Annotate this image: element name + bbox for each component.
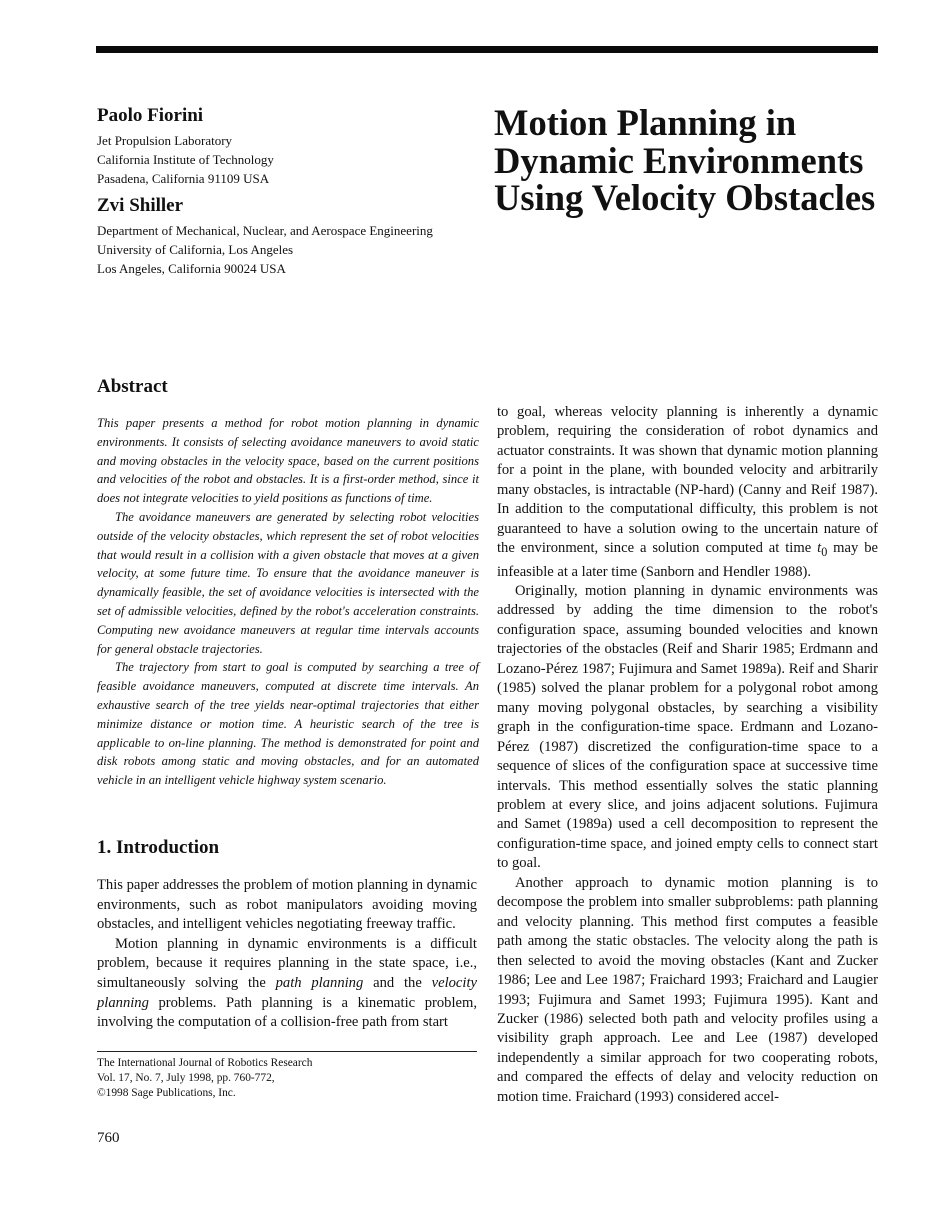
emphasis: velocity planning (97, 974, 477, 1011)
section-heading: 1. Introduction (97, 837, 220, 858)
affiliation-line: California Institute of Technology (97, 152, 274, 167)
author-name: Paolo Fiorini (97, 105, 204, 126)
abstract-paragraph: This paper presents a method for robot motion planning in dynamic environments. It consists of selecting avoidance maneuvers to avoid static and moving obstacles in the velocity space, based on the current positions and velocities of the robot and obstacles. It is a first-order method, since it does not integrate velocities to yield positions as functions of time. (97, 416, 479, 506)
top-rule (96, 46, 878, 53)
affiliation-line: Los Angeles, California 90024 USA (97, 261, 286, 276)
paper-title (494, 104, 894, 217)
subscript: 0 (821, 545, 828, 560)
introduction-body (97, 876, 477, 1033)
affiliation-line: Department of Mechanical, Nuclear, and Aerospace Engineering (97, 223, 433, 238)
footnote-line: ©1998 Sage Publications, Inc. (97, 1087, 236, 1099)
title-line: Dynamic Environments (494, 139, 864, 181)
footnote-rule (97, 1051, 477, 1052)
text-run: and the (363, 974, 432, 991)
page-number: 760 (97, 1130, 120, 1146)
emphasis: path planning (275, 974, 364, 991)
intro-paragraph: This paper addresses the problem of motion planning in dynamic environments, such as robot manipulators avoiding moving obstacles, and intelligent vehicles negotiating freeway traffic. (97, 877, 477, 933)
text-run: may be infeasible at a later time (Sanborn and Hendler 1988). (497, 540, 879, 580)
right-column (497, 403, 878, 1107)
text-run: problems. Path planning is a kinematic problem, involving the computation of a collision-free path from start (97, 994, 477, 1031)
author-name: Zvi Shiller (97, 195, 184, 216)
intro-paragraph (97, 935, 477, 1033)
author-2 (97, 194, 497, 278)
abstract-body (97, 414, 479, 790)
affiliation-line: Pasadena, California 91109 USA (97, 171, 270, 186)
affiliation-line: Jet Propulsion Laboratory (97, 133, 233, 148)
text-run: Motion planning in dynamic environments is a difficult problem, because it requires planning in the state space, i.e., simultaneously solving the (97, 935, 477, 991)
author-1 (97, 104, 497, 188)
abstract-paragraph: The avoidance maneuvers are generated by selecting robot velocities outside of the velocity obstacles, which represent the set of robot velocities that would result in a collision with a given obstacle that moves at a given velocity, at some future time. To ensure that the avoidance maneuver is dynamically feasible, the set of avoidance velocities is intersected with the set of admissible velocities, defined by the robot's acceleration constraints. Computing new avoidance maneuvers at regular time intervals accounts for general obstacle trajectories. (97, 509, 479, 656)
body-paragraph (497, 403, 878, 582)
math-variable: t (817, 540, 822, 557)
author-block (97, 104, 497, 278)
footnote-line: The International Journal of Robotics Research (97, 1057, 313, 1069)
affiliation-line: University of California, Los Angeles (97, 242, 294, 257)
abstract-paragraph: The trajectory from start to goal is computed by searching a tree of feasible avoidance maneuvers, computed at discrete time intervals. An exhaustive search of the tree yields near-optimal trajectories that either minimize distance or motion time. A heuristic search of the tree is applicable to on-line planning. The method is demonstrated for point and disk robots among static and moving obstacles, and for an automated vehicle in an intelligent vehicle highway system scenario. (97, 660, 479, 788)
footnote-line: Vol. 17, No. 7, July 1998, pp. 760-772, (97, 1072, 275, 1084)
title-line: Motion Planning in (494, 102, 797, 143)
abstract-heading: Abstract (97, 376, 168, 397)
title-line: Using Velocity Obstacles (494, 177, 876, 218)
journal-footnote (97, 1056, 477, 1101)
body-paragraph: Originally, motion planning in dynamic environments was addressed by adding the time dimension to the robot's configuration space, assuming bounded velocities and known trajectories of the obstacles (Reif and Sharir 1985; Erdmann and Lozano-Pérez 1987; Fujimura and Samet 1989a). Reif and Sharir (1985) solved the planar problem for a polygonal robot among many moving polygonal obstacles, by searching a visibility graph in the configuration-time space. Erdmann and Lozano-Pérez (1987) discretized the configuration-time space to a sequence of slices of the configuration space at successive time intervals. This method essentially solves the static planning problem at every slice, and joins adjacent solutions. Fujimura and Samet (1989a) used a cell decomposition to represent the configuration-time space, and joined empty cells to connect start to goal. (497, 582, 878, 872)
body-paragraph: Another approach to dynamic motion planning is to decompose the problem into smaller subproblems: path planning and velocity planning. This method first computes a feasible path among the static obstacles. The velocity along the path is then selected to avoid the moving obstacles (Kant and Zucker 1986; Lee and Lee 1987; Fraichard 1993; Fraichard and Laugier 1993; Fujimura and Samet 1993; Fujimura 1995). Kant and Zucker (1986) selected both path and velocity profiles using a visibility graph approach. Lee and Lee (1987) developed independently a similar approach for two cooperating robots, and compared the effects of delay and velocity reduction on motion time. Fraichard (1993) considered accel- (497, 874, 878, 1105)
text-run: to goal, whereas velocity planning is inherently a dynamic problem, requiring the consideration of robot dynamics and actuator constraints. It was shown that dynamic motion planning for a point in the plane, with bounded velocity and arbitrarily many obstacles, is intractable (NP-hard) (Canny and Reif 1987). In addition to the computational difficulty, this problem is not guaranteed to have a solution owing to the uncertain nature of the environment, since a solution computed at time (497, 404, 878, 557)
